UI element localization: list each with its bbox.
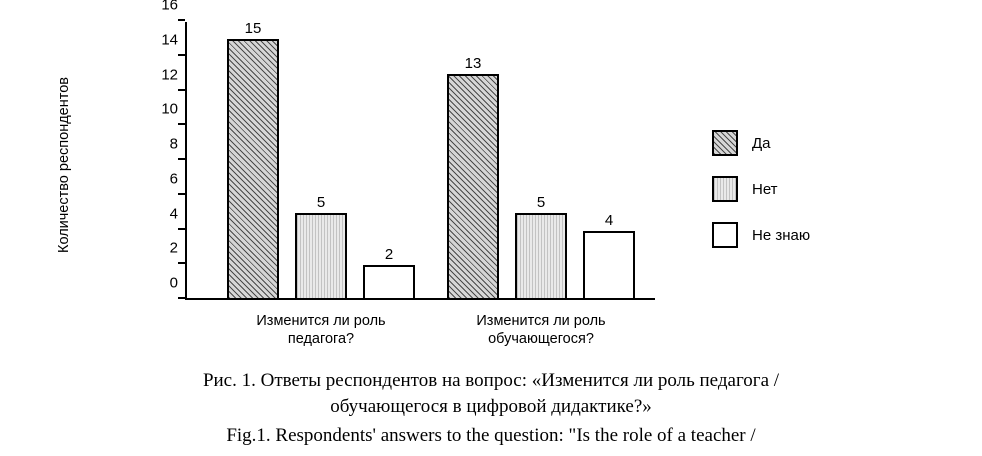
y-tick-mark-2	[178, 262, 185, 264]
y-axis-title	[52, 20, 76, 310]
bar-g1-neznayu	[363, 246, 415, 300]
x-category-label-2	[436, 312, 646, 348]
legend-swatch-neznayu	[712, 222, 738, 248]
legend	[712, 120, 912, 258]
bar-value-g1-neznayu: 2	[384, 246, 394, 264]
y-tick-mark-12	[178, 89, 185, 91]
legend-label-neznayu: Не знаю	[752, 226, 811, 244]
bar-g1-net	[295, 194, 347, 300]
caption-ru-line1: Рис. 1. Ответы респондентов на вопрос: «Изменится ли роль педагога /	[202, 370, 780, 391]
x-category-label-1-line1: Изменится ли роль	[256, 313, 386, 329]
y-tick-0: 0	[169, 274, 178, 292]
y-tick-6: 6	[169, 170, 178, 188]
x-category-label-1-line2: педагога?	[287, 331, 355, 348]
y-tick-mark-4	[178, 228, 185, 230]
y-tick-mark-0	[178, 297, 185, 299]
y-tick-10: 10	[161, 100, 178, 118]
legend-label-da: Да	[752, 134, 771, 152]
y-tick-14: 14	[161, 31, 178, 49]
y-tick-mark-14	[178, 54, 185, 56]
y-tick-mark-6	[178, 193, 185, 195]
y-axis-title-text: Количество респондентов	[56, 77, 72, 253]
plot-area	[161, 0, 655, 348]
bar-value-g2-da: 13	[464, 55, 482, 73]
x-category-label-1	[216, 312, 426, 348]
bar-value-g2-net: 5	[536, 194, 546, 212]
figure-captions	[0, 368, 982, 445]
bar-g2-da	[447, 55, 499, 300]
bar-g1-da	[227, 20, 279, 300]
bar-value-g1-net: 5	[316, 194, 326, 212]
bar-value-g2-neznayu: 4	[604, 211, 614, 229]
bar-value-g1-da: 15	[244, 20, 262, 38]
legend-item-net	[712, 166, 912, 212]
y-tick-12: 12	[161, 66, 178, 83]
caption-en-line1: Fig.1. Respondents' answers to the question: "Is the role of a teacher /	[226, 425, 756, 446]
caption-ru-line2: обучающегося в цифровой дидактике?»	[330, 395, 652, 417]
y-tick-4: 4	[169, 205, 178, 222]
bar-g2-net	[515, 194, 567, 300]
legend-label-net: Нет	[752, 180, 778, 198]
legend-swatch-net	[712, 176, 738, 202]
y-tick-2: 2	[169, 239, 178, 257]
y-tick-mark-10	[178, 123, 185, 125]
x-category-label-2-line2: обучающегося?	[488, 331, 594, 348]
legend-item-neznayu	[712, 212, 912, 258]
y-tick-16: 16	[161, 0, 178, 14]
legend-item-da	[712, 120, 912, 166]
x-category-label-2-line1: Изменится ли роль	[476, 313, 606, 329]
y-tick-8: 8	[169, 135, 178, 153]
bar-g2-neznayu	[583, 211, 635, 301]
y-tick-mark-8	[178, 158, 185, 160]
y-tick-mark-16	[178, 19, 185, 21]
legend-swatch-da	[712, 130, 738, 156]
